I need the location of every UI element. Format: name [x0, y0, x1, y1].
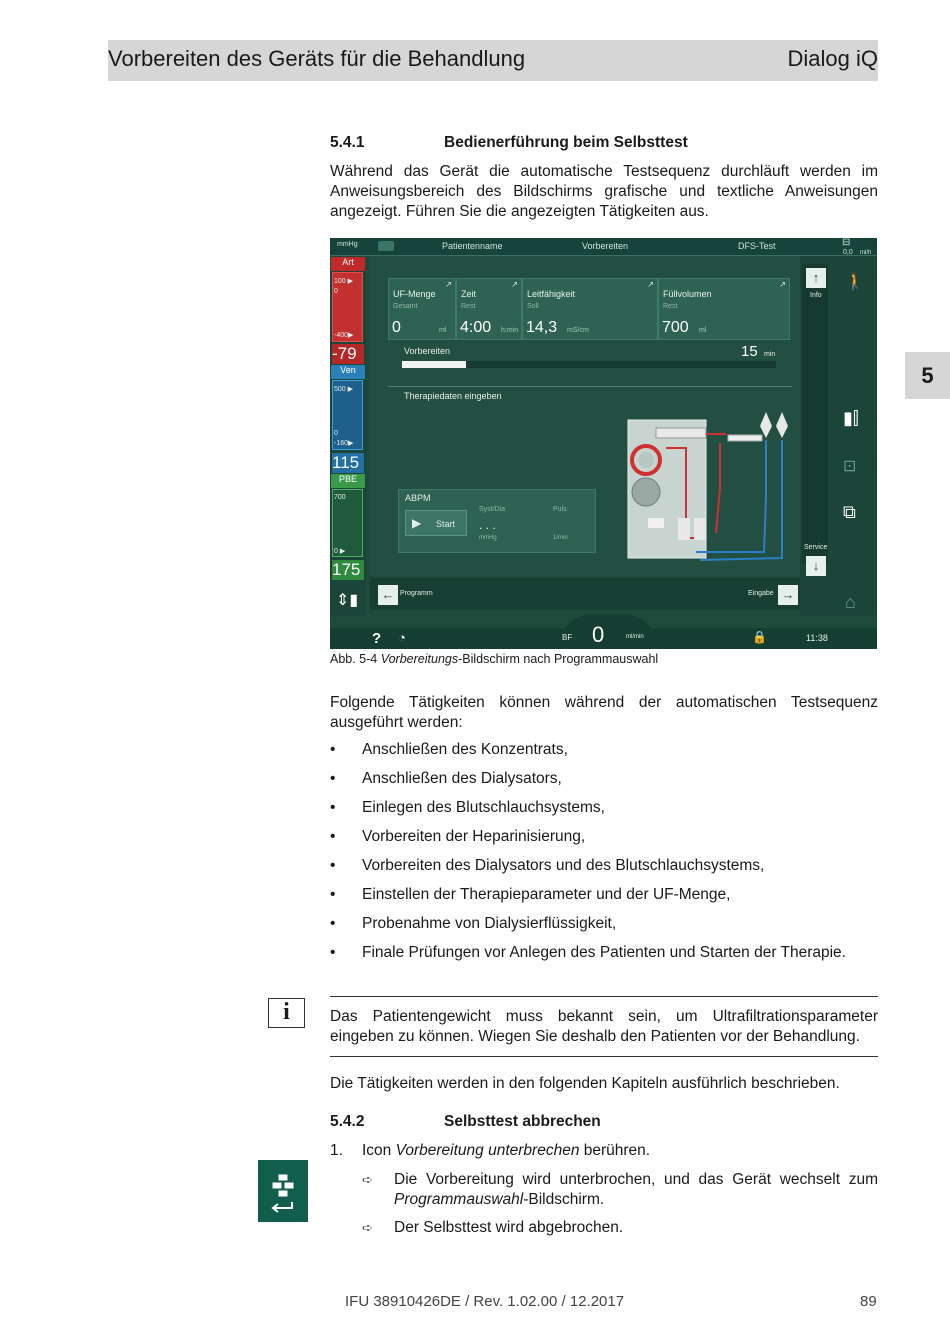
result-text: [394, 1170, 878, 1210]
venous-line: [700, 440, 782, 560]
progress-unit: min: [764, 351, 776, 358]
phase-label: Vorbereiten: [582, 241, 629, 251]
pbe-value: 175: [332, 560, 364, 580]
param-sub: Rest: [461, 303, 476, 310]
step-result-1: [362, 1170, 878, 1210]
heparin-pump-icon: [632, 478, 660, 506]
param-unit: mS/cm: [567, 327, 589, 334]
level-adjust-icon[interactable]: ⇕▮: [336, 592, 359, 609]
scroll-panel: [802, 264, 828, 564]
puls-label: Puls: [553, 506, 567, 513]
param-fill-volume[interactable]: [658, 278, 790, 340]
chapter-tab: 5: [905, 352, 950, 399]
list-item-text: Anschließen des Dialysators,: [362, 770, 562, 787]
abpm-dots: . . .: [479, 518, 496, 532]
bullet: •: [330, 944, 336, 961]
section-title: Bedienerführung beim Selbsttest: [444, 134, 688, 151]
section-intro: Während das Gerät die automatische Testsequenz durchläuft werden im Anweisungsbereich des Bildschirms grafische und textliche Anweisungen angezeigt. Führen Sie die angezeigten Tätigkeiten aus.: [330, 163, 878, 220]
bf-bulge: [558, 614, 658, 649]
param-title: Zeit: [461, 289, 477, 299]
art-label: Art: [331, 257, 365, 271]
list-item-text: Vorbereiten der Heparinisierung,: [362, 828, 586, 845]
figure-caption: [330, 652, 658, 666]
art-value: -79: [332, 344, 364, 364]
sysdia-label: Syst/Dia: [479, 506, 506, 513]
pbe-scale-top: 700: [334, 494, 346, 501]
param-value: 4:00: [460, 319, 492, 336]
activities-list: [330, 740, 878, 972]
screen-topbar: [330, 238, 877, 256]
program-back-button[interactable]: ←: [378, 585, 398, 605]
arterial-line: [716, 443, 720, 533]
dialyzer-icon: [728, 435, 762, 441]
result-pre: Die Vorbereitung wird unterbrochen, und das Gerät wechselt zum: [394, 1171, 878, 1188]
list-item-text: Anschließen des Konzentrats,: [362, 741, 568, 758]
step-italic: Vorbereitung unterbrechen: [395, 1142, 580, 1159]
abpm-panel: [398, 489, 596, 553]
pbe-scale-bottom: 0 ▶: [334, 548, 346, 555]
expand-icon: ↗: [445, 280, 452, 289]
note-rule-top: [330, 996, 878, 997]
bullet: •: [330, 799, 336, 816]
device-screenshot: [330, 238, 877, 649]
abpm-start-button[interactable]: [405, 510, 467, 536]
list-item-text: Einstellen der Therapieparameter und der UF-Menge,: [362, 886, 731, 903]
expand-icon: ↗: [647, 280, 654, 289]
sensor-icon: [648, 518, 664, 528]
list-item: [330, 798, 878, 827]
param-unit: ml: [439, 327, 447, 334]
flow-unit: ml/h: [860, 250, 872, 256]
param-conductivity[interactable]: [522, 278, 658, 340]
result-italic: Programmauswahl: [394, 1191, 524, 1208]
patient-icon[interactable]: 🚶: [845, 274, 865, 291]
home-icon[interactable]: ⌂: [845, 592, 856, 612]
ven-value: 115: [332, 453, 364, 473]
bullet: •: [330, 886, 336, 903]
service-label: Service: [804, 544, 828, 551]
clock-time: 11:38: [806, 633, 828, 643]
bf-label: BF: [562, 633, 573, 642]
list-item: [330, 885, 878, 914]
list-item: [330, 827, 878, 856]
pump-rotor: [638, 452, 654, 468]
instruction-text: Therapiedaten eingeben: [404, 391, 502, 401]
bf-value: 0: [592, 622, 605, 647]
progress-track: [402, 361, 776, 368]
info-icon: i: [268, 998, 305, 1028]
param-unit: ml: [699, 327, 707, 334]
list-item: [330, 740, 878, 769]
start-label: Start: [436, 519, 456, 529]
ven-scale-top: 500 ▶: [334, 386, 354, 393]
step-text: [362, 1141, 650, 1161]
param-title: Füllvolumen: [663, 289, 712, 299]
list-item-text: Vorbereiten des Dialysators und des Blutschlauchsystems,: [362, 857, 765, 874]
param-time[interactable]: [456, 278, 522, 340]
preparation-icon[interactable]: ▮⫿: [843, 408, 859, 428]
list-item: [330, 914, 878, 943]
progress-value: 15: [741, 343, 758, 360]
param-value: 700: [662, 319, 689, 336]
bullet: •: [330, 828, 336, 845]
param-sub: Soll: [527, 303, 539, 310]
pause-preparation-glyph: [258, 1160, 308, 1222]
param-title: Leitfähigkeit: [527, 289, 576, 299]
note-text: Das Patientengewicht muss bekannt sein, um Ultrafiltrationsparameter eingeben zu können. Wiegen Sie deshalb den Patienten vor der Behandlung.: [330, 1008, 878, 1045]
navigation-bar: [370, 578, 800, 610]
list-item-text: Einlegen des Blutschlauchsystems,: [362, 799, 605, 816]
section-title: Selbsttest abbrechen: [444, 1113, 601, 1130]
lock-icon[interactable]: 🔒: [752, 630, 767, 644]
cartridge-icon[interactable]: ⊡: [843, 458, 857, 475]
section-number: 5.4.2: [330, 1113, 365, 1130]
info-label: Info: [810, 292, 822, 299]
param-title: UF-Menge: [393, 289, 436, 299]
timer-icon[interactable]: ◔: [398, 630, 406, 645]
pause-preparation-icon[interactable]: ⧉: [843, 502, 856, 522]
help-icon[interactable]: ?: [372, 630, 382, 647]
pause-preparation-icon: [258, 1160, 308, 1222]
ven-scale-zero: 0: [334, 430, 338, 437]
bullet: •: [330, 770, 336, 787]
flow-value: 0,0: [843, 249, 853, 256]
expand-icon: ↗: [779, 280, 786, 289]
unit-label: mmHg: [337, 241, 358, 248]
caption-prefix: Abb. 5-4: [330, 652, 381, 666]
abpm-title: ABPM: [405, 493, 431, 503]
step-post: berühren.: [579, 1142, 651, 1159]
art-scale-top: 100 ▶: [334, 278, 354, 285]
step-number: 1.: [330, 1142, 343, 1159]
abpm-unit-mmhg: mmHg: [479, 535, 497, 541]
param-value: 14,3: [526, 319, 558, 336]
page-header: [108, 40, 878, 81]
entry-label: Eingabe: [748, 590, 774, 597]
activities-intro: Folgende Tätigkeiten können während der automatischen Testsequenz ausgeführt werden:: [330, 694, 878, 731]
step-result-2: [362, 1218, 878, 1238]
caption-rest: -Bildschirm nach Programmauswahl: [458, 652, 659, 666]
entry-next-button[interactable]: →: [778, 585, 798, 605]
bullet: •: [330, 857, 336, 874]
divider: [388, 386, 792, 387]
list-item-text: Finale Prüfungen vor Anlegen des Patienten und Starten der Therapie.: [362, 944, 846, 961]
result-arrow-icon: ➪: [362, 1172, 373, 1187]
bullet: •: [330, 741, 336, 758]
step-pre: Icon: [362, 1142, 396, 1159]
patient-name: Patientenname: [442, 241, 503, 251]
test-label: DFS-Test: [738, 241, 776, 251]
ven-scale-bottom: -160▶: [334, 440, 354, 447]
result-post: -Bildschirm.: [523, 1191, 605, 1208]
info-up-button[interactable]: ↑: [806, 268, 826, 288]
saline-bag-icon: [776, 412, 788, 438]
footer-doc-id: IFU 38910426DE / Rev. 1.02.00 / 12.2017: [345, 1293, 625, 1310]
list-item-text: Probenahme von Dialysierflüssigkeit,: [362, 915, 617, 932]
air-detector-icon: [678, 518, 690, 540]
caption-italic: Vorbereitungs: [380, 652, 459, 666]
bullet: •: [330, 915, 336, 932]
header-product: Dialog iQ: [787, 46, 878, 71]
pbe-label: PBE: [331, 474, 365, 488]
syringe-icon: [656, 428, 706, 438]
note-rule-bottom: [330, 1056, 878, 1057]
header-title: Vorbereiten des Geräts für die Behandlung: [108, 46, 526, 71]
progress-fill: [402, 361, 466, 368]
list-item: [330, 856, 878, 885]
result-text: Der Selbsttest wird abgebrochen.: [394, 1219, 624, 1236]
card-icon: [378, 241, 394, 251]
machine-schematic: [626, 388, 796, 578]
progress-label: Vorbereiten: [404, 346, 451, 356]
list-item: [330, 943, 878, 972]
expand-icon: ↗: [511, 280, 518, 289]
param-unit: h:min: [501, 327, 519, 334]
program-label: Programm: [400, 590, 433, 597]
art-scale-zero: 0: [334, 288, 338, 295]
air-detector-icon: [694, 518, 706, 540]
ven-label: Ven: [331, 365, 365, 379]
param-value: 0: [392, 319, 401, 336]
saline-bag-icon: [760, 412, 772, 438]
play-icon: ▶: [412, 516, 422, 530]
section-number: 5.4.1: [330, 134, 365, 151]
param-sub: Gesamt: [393, 303, 418, 310]
art-scale-bottom: -400▶: [334, 332, 354, 339]
details-text: Die Tätigkeiten werden in den folgenden Kapiteln ausführlich beschrieben.: [330, 1075, 840, 1092]
result-arrow-icon: ➪: [362, 1220, 373, 1235]
bf-unit: ml/min: [626, 634, 644, 640]
abpm-unit-min: 1/min: [553, 535, 568, 541]
list-item: [330, 769, 878, 798]
param-uf[interactable]: [388, 278, 456, 340]
service-down-button[interactable]: ↓: [806, 556, 826, 576]
page-number: 89: [860, 1293, 877, 1310]
battery-icon: ⊟: [842, 238, 851, 248]
param-sub: Rest: [663, 303, 678, 310]
